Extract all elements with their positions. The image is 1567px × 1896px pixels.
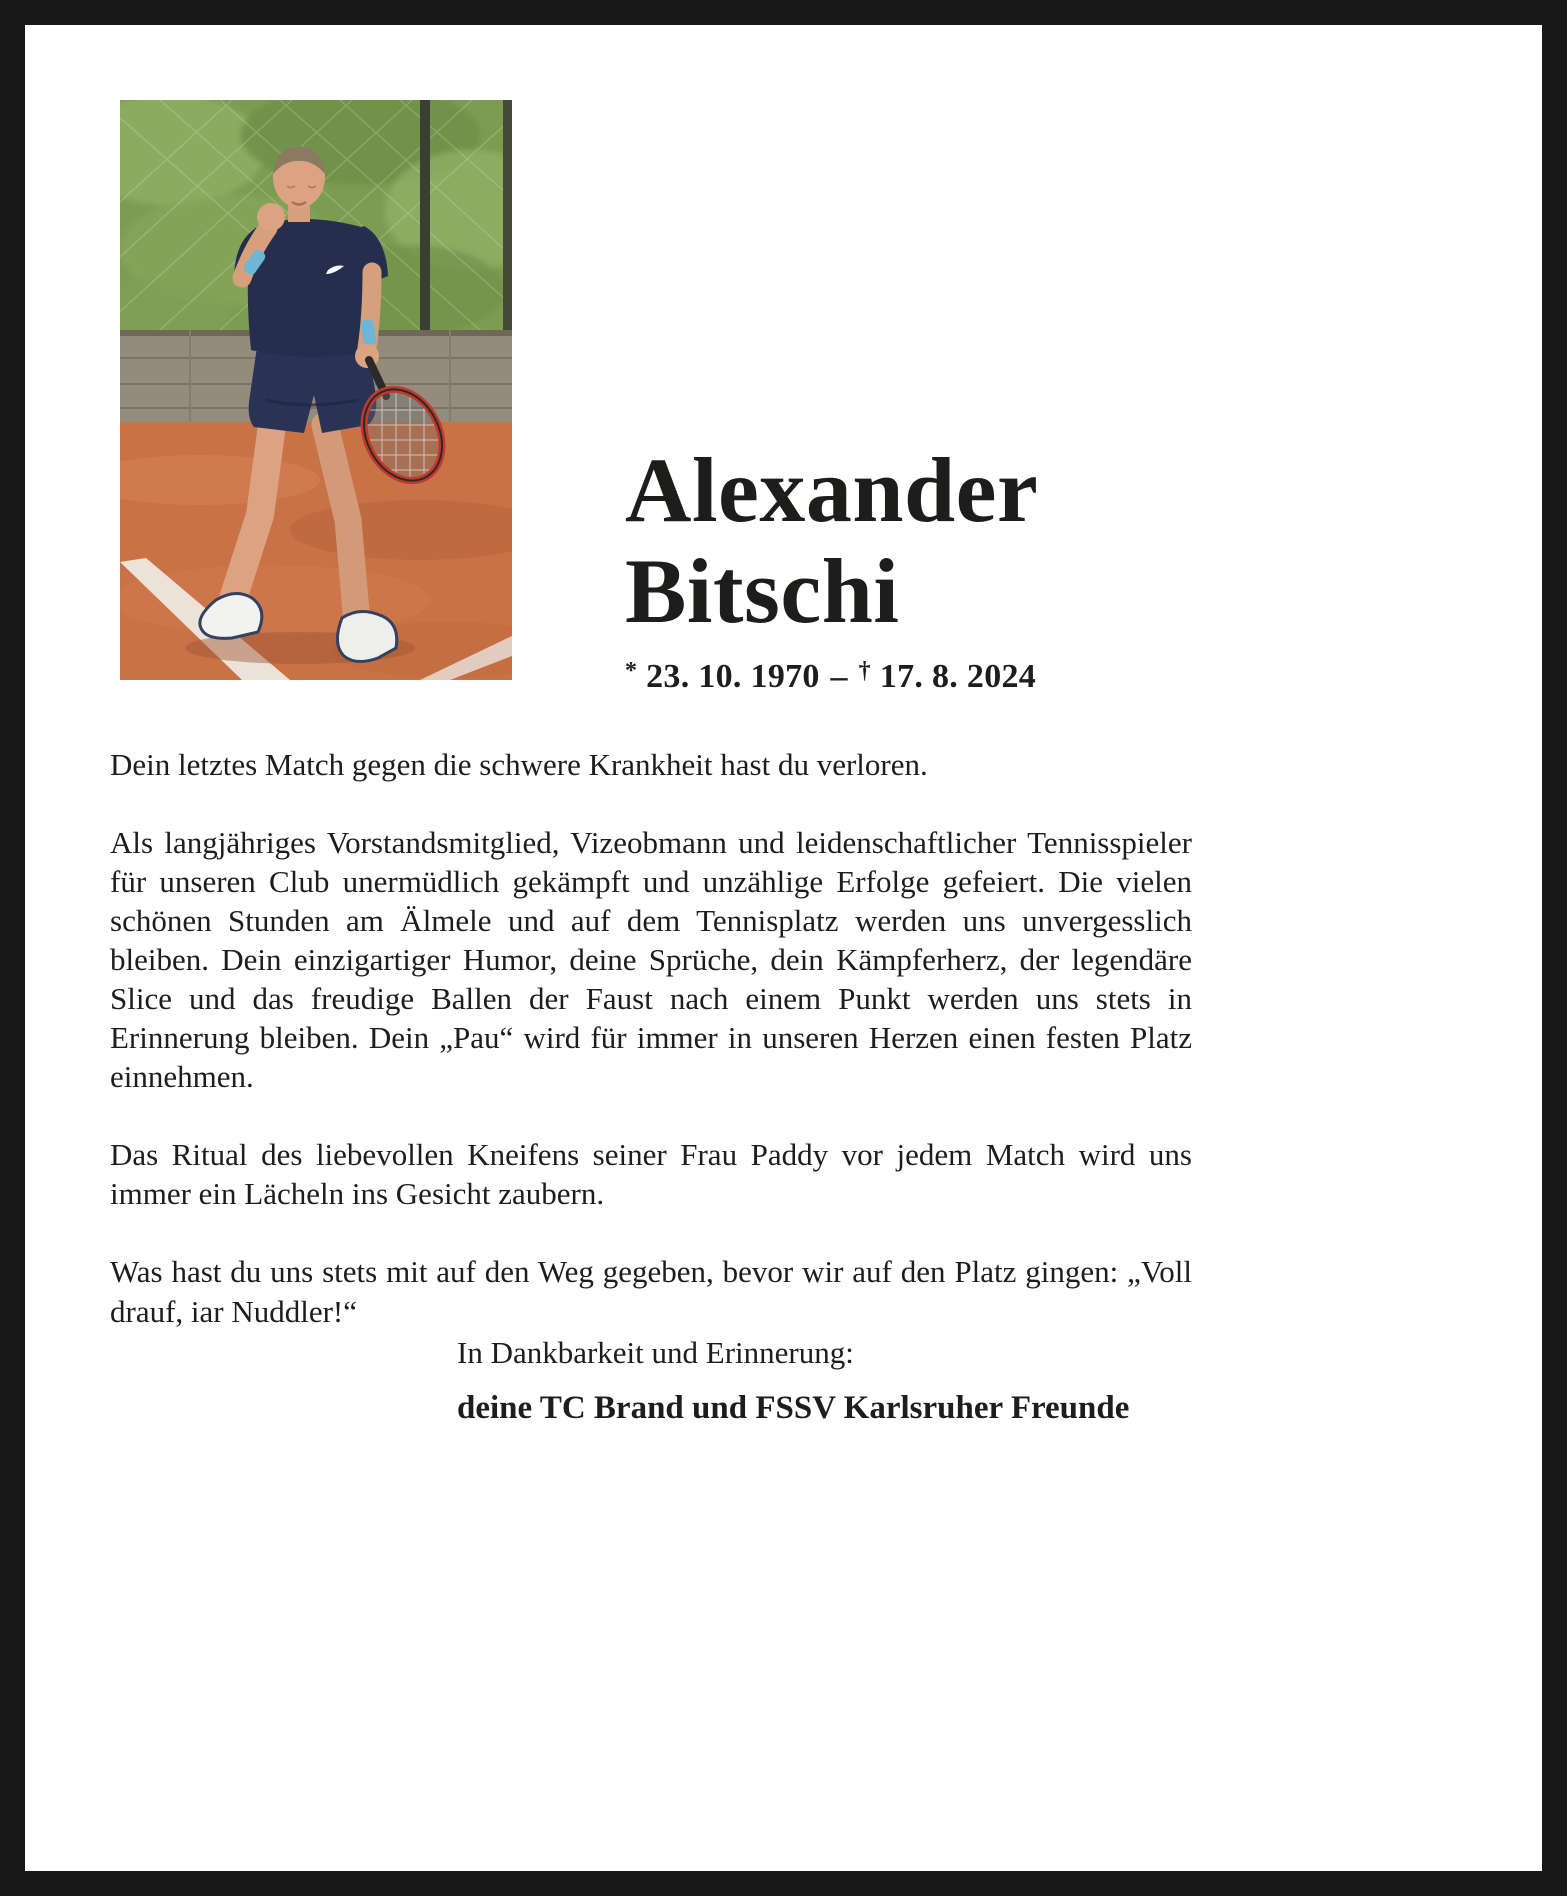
death-date: 17. 8. 2024 bbox=[879, 658, 1037, 696]
obituary-paragraph-intro: Dein letztes Match gegen die schwere Krankheit hast du verloren. bbox=[110, 747, 928, 782]
birth-date: 23. 10. 1970 bbox=[646, 658, 820, 696]
date-separator: – bbox=[830, 658, 848, 696]
obituary-header bbox=[625, 440, 1485, 696]
deceased-name bbox=[625, 440, 1485, 642]
obituary-paragraph-ritual: Das Ritual des liebevollen Kneifens seiner Frau Paddy vor jedem Match wird uns immer ein Lächeln ins Gesicht zaubern. bbox=[110, 1137, 1192, 1212]
death-symbol: † bbox=[858, 658, 871, 685]
obituary-body bbox=[110, 745, 1192, 1370]
closing-signature: deine TC Brand und FSSV Karlsruher Freunde bbox=[457, 1390, 1130, 1427]
obituary-paragraph-quote: Was hast du uns stets mit auf den Weg gegeben, bevor wir auf den Platz gingen: „Voll drauf, iar Nuddler!“ bbox=[110, 1254, 1192, 1329]
closing-line: In Dankbarkeit und Erinnerung: bbox=[457, 1335, 854, 1370]
tennis-scene-illustration bbox=[120, 100, 512, 680]
life-dates bbox=[625, 658, 1485, 696]
obituary-page bbox=[25, 25, 1542, 1871]
birth-symbol: * bbox=[625, 658, 638, 685]
deceased-first-name: Alexander bbox=[625, 439, 1039, 541]
deceased-last-name: Bitschi bbox=[625, 540, 900, 643]
obituary-paragraph-tribute: Als langjähriges Vorstandsmitglied, Vizeobmann und leidenschaftlicher Tennisspieler für unseren Club unermüdlich gekämpft und unzählige Erfolge gefeiert. Die vielen schönen Stunden am Älmele und auf dem Tennisplatz werden uns unvergesslich bleiben. Dein einzigartiger Humor, deine Sprüche, dein Kämpferherz, der legendäre Slice und das freudige Ballen der Faust nach einem Punkt werden uns stets in Erinnerung bleiben. Dein „Pau“ wird für immer in unseren Herzen einen festen Platz einnehmen. bbox=[110, 825, 1192, 1095]
tennis-player-photo bbox=[120, 100, 512, 680]
obituary-closing bbox=[457, 1333, 1357, 1430]
